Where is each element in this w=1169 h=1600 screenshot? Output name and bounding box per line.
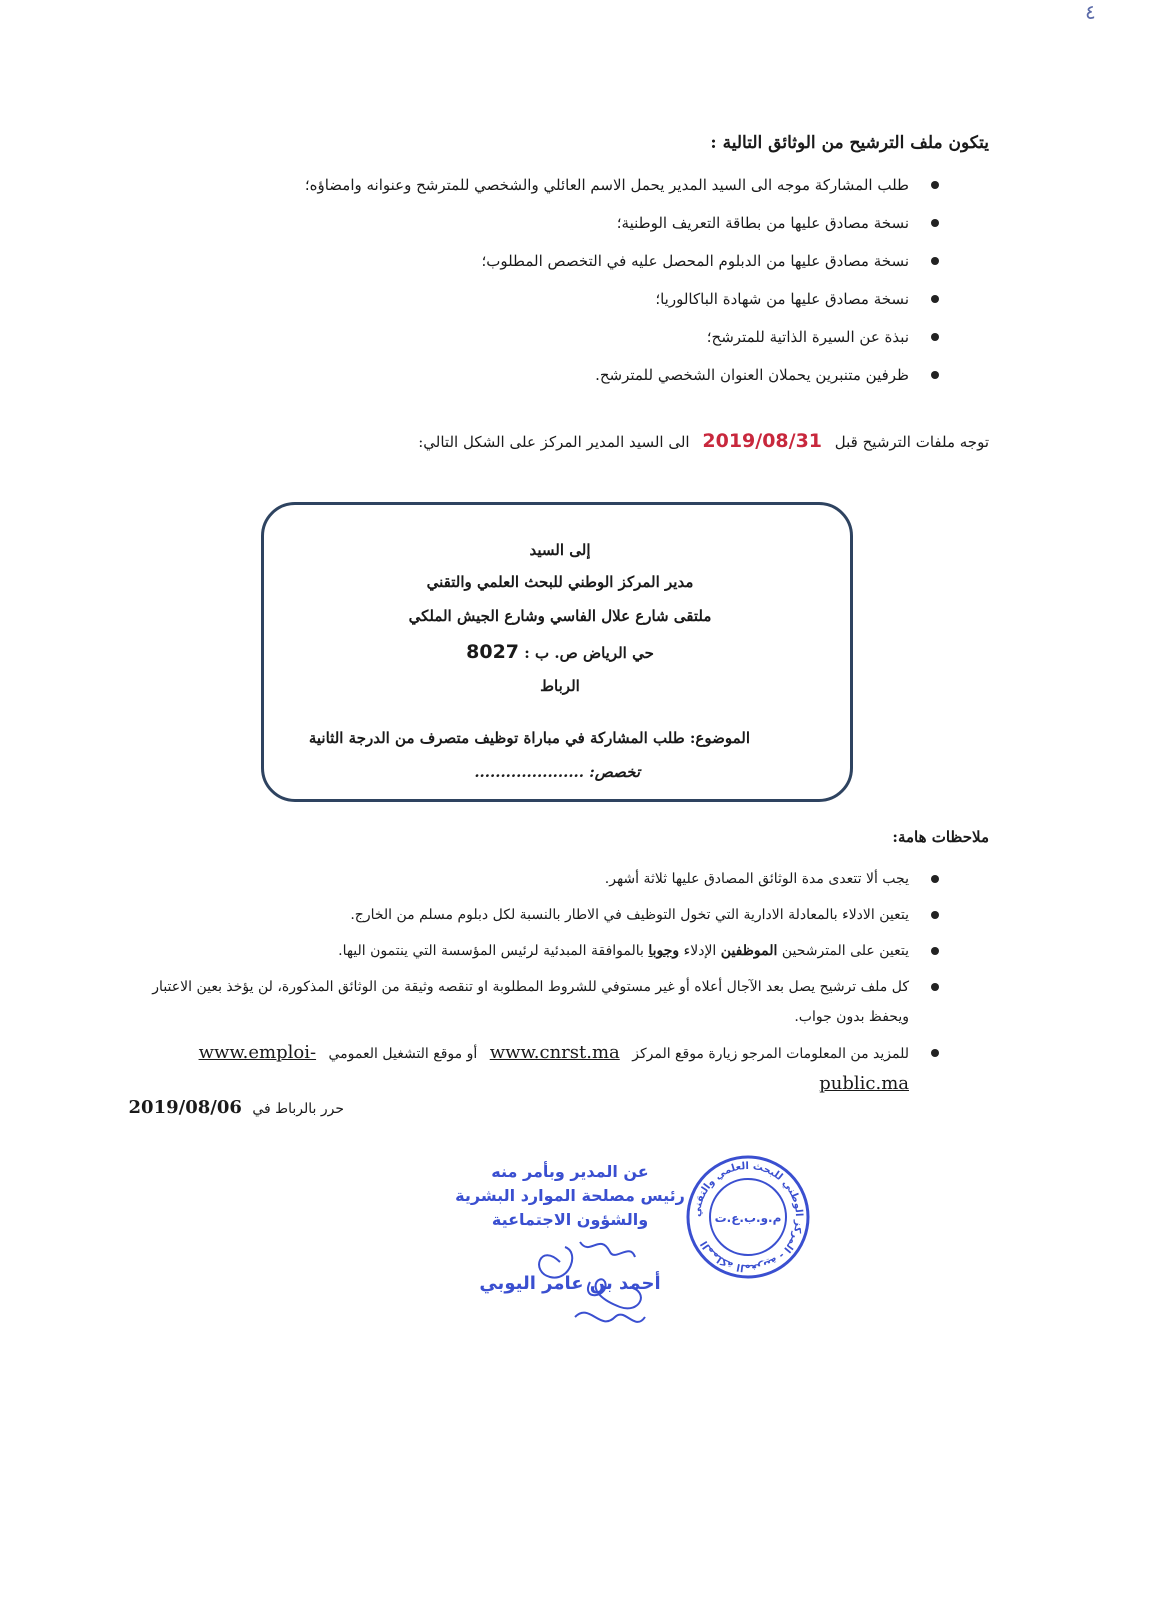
address-city: الرباط bbox=[540, 677, 580, 695]
list-item: للمزيد من المعلومات المرجو زيارة موقع المركز www.cnrst.ma أو موقع التشغيل العمومي www.emploi-public.ma bbox=[139, 1038, 939, 1100]
bullet-icon bbox=[931, 875, 939, 883]
list-item: نبذة عن السيرة الذاتية للمترشح؛ bbox=[239, 324, 939, 362]
notes-list bbox=[139, 864, 939, 1106]
svg-text:المملكة المغربية - المركز الوط: المملكة المغربية - المركز الوطني للبحث العلمي والتقني bbox=[691, 1160, 805, 1274]
requirements-list bbox=[239, 172, 939, 400]
emploi-public-link[interactable]: www.emploi-public.ma bbox=[198, 1042, 909, 1094]
bullet-icon bbox=[931, 983, 939, 991]
bullet-icon bbox=[931, 295, 939, 303]
address-box bbox=[261, 502, 853, 802]
list-item: يتعين على المترشحين الموظفين الإدلاء وجوبا بالموافقة المبدئية لرئيس المؤسسة التي ينتمون اليها. bbox=[139, 936, 939, 966]
addressee: إلى السيد bbox=[529, 541, 591, 559]
subject: الموضوع: طلب المشاركة في مباراة توظيف متصرف من الدرجة الثانية bbox=[308, 729, 750, 747]
bullet-icon bbox=[931, 219, 939, 227]
signature-line-3: والشؤون الاجتماعية bbox=[491, 1210, 649, 1229]
deadline-date: 2019/08/31 bbox=[702, 430, 823, 452]
bullet-icon bbox=[931, 947, 939, 955]
notes-title: ملاحظات هامة: bbox=[892, 828, 989, 846]
bullet-icon bbox=[931, 181, 939, 189]
signature-line-1: عن المدير وبأمر منه bbox=[491, 1162, 649, 1181]
address-line-1: مدير المركز الوطني للبحث العلمي والتقني bbox=[426, 573, 694, 591]
cnrst-link[interactable]: www.cnrst.ma bbox=[489, 1042, 620, 1063]
seal-center-text: م.و.ب.ع.ت bbox=[714, 1211, 782, 1225]
specialty: تخصص: ..................... bbox=[474, 763, 640, 781]
deadline-line: توجه ملفات الترشيح قبل 2019/08/31 الى السيد المدير المركز على الشكل التالي: bbox=[418, 430, 989, 452]
written-at: حرر بالرباط في 2019/08/06 bbox=[128, 1097, 344, 1118]
list-item: يجب ألا تتعدى مدة الوثائق المصادق عليها ثلاثة أشهر. bbox=[139, 864, 939, 894]
list-item: نسخة مصادق عليها من شهادة الباكالوريا؛ bbox=[239, 286, 939, 324]
signature-line-2: رئيس مصلحة الموارد البشرية bbox=[455, 1186, 685, 1205]
page-number: ٤ bbox=[1085, 0, 1096, 24]
bullet-icon bbox=[931, 257, 939, 265]
bullet-icon bbox=[931, 333, 939, 341]
list-item: ظرفين متنبرين يحملان العنوان الشخصي للمترشح. bbox=[239, 362, 939, 400]
list-item: كل ملف ترشيح يصل بعد الآجال أعلاه أو غير مستوفي للشروط المطلوبة او تنقصه وثيقة من الوثائق المذكورة، لن يؤخذ بعين الاعتبار ويحفظ بدون جواب. bbox=[139, 972, 939, 1032]
bullet-icon bbox=[931, 371, 939, 379]
handwritten-signature bbox=[520, 1222, 670, 1342]
bullet-icon bbox=[931, 1049, 939, 1057]
bullet-icon bbox=[931, 911, 939, 919]
list-item: نسخة مصادق عليها من الدبلوم المحصل عليه في التخصص المطلوب؛ bbox=[239, 248, 939, 286]
requirements-heading: يتكون ملف الترشيح من الوثائق التالية : bbox=[710, 133, 989, 153]
list-item: يتعين الادلاء بالمعادلة الادارية التي تخول التوظيف في الاطار بالنسبة لكل دبلوم مسلم من الخارج. bbox=[139, 900, 939, 930]
official-seal-icon bbox=[683, 1152, 813, 1282]
address-line-2: ملتقى شارع علال الفاسي وشارع الجيش الملكي bbox=[408, 607, 712, 625]
list-item: نسخة مصادق عليها من بطاقة التعريف الوطنية؛ bbox=[239, 210, 939, 248]
po-box: 8027 bbox=[466, 641, 520, 663]
list-item: طلب المشاركة موجه الى السيد المدير يحمل الاسم العائلي والشخصي للمترشح وعنوانه وامضاؤه؛ bbox=[239, 172, 939, 210]
written-date: 2019/08/06 bbox=[128, 1097, 242, 1118]
signatory-name: أحمد بن عامر اليوبي bbox=[479, 1273, 661, 1294]
address-line-3: حي الرياض ص. ب : 8027 bbox=[466, 641, 654, 663]
